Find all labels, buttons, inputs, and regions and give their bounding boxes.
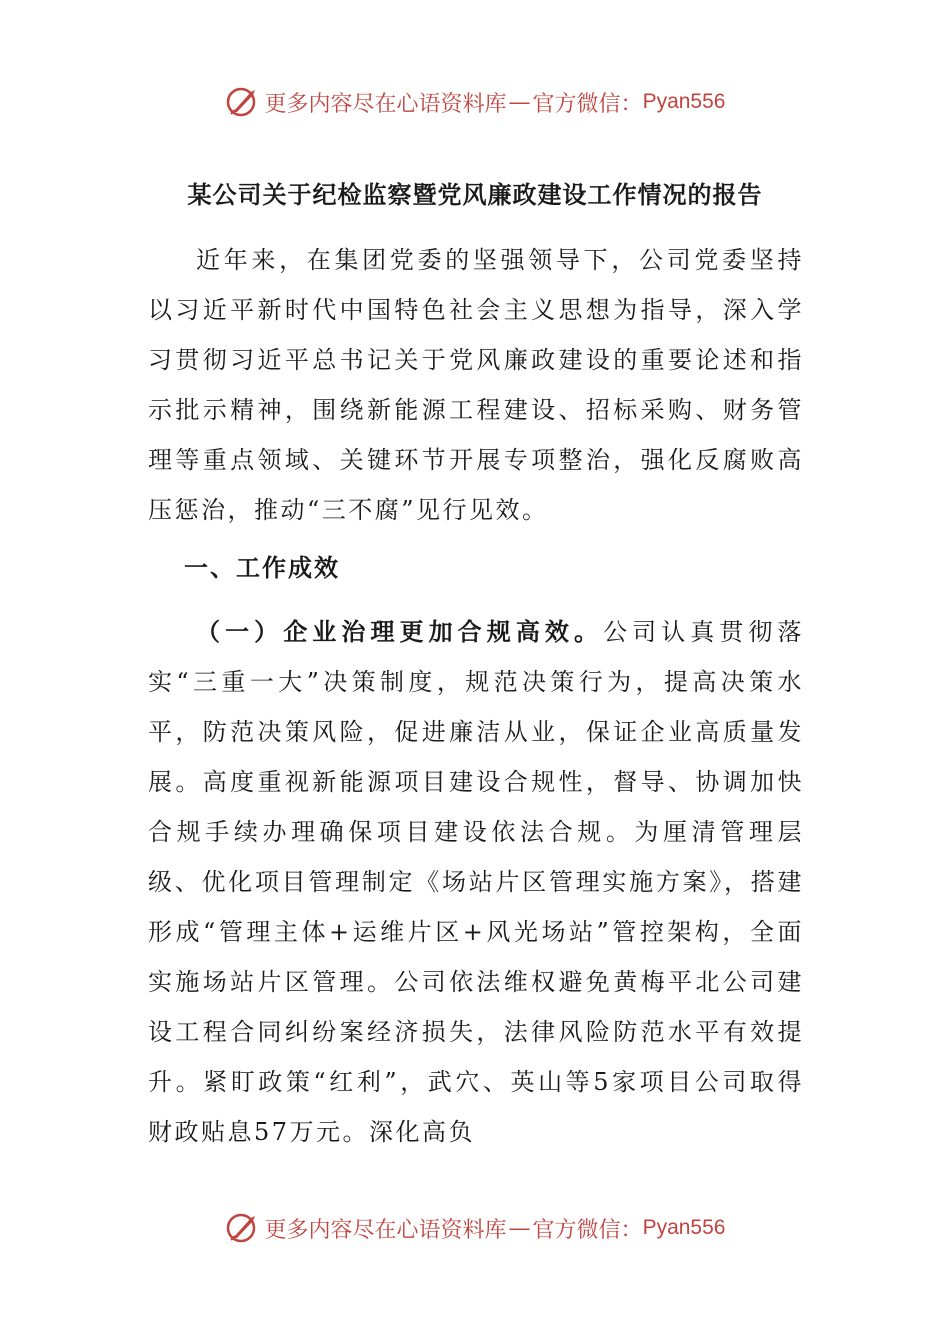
banner-wechat-label: 官方微信：	[532, 91, 643, 117]
banner-text: 更多内容尽在心语资料库	[264, 1217, 507, 1243]
watermark-banner-bottom	[0, 1208, 950, 1248]
quill-pen-logo-icon	[225, 1210, 261, 1246]
banner-wechat-id: Pyan556	[642, 90, 726, 113]
subsection-paragraph	[148, 607, 804, 1157]
subsection-lead: （一）企业治理更加合规高效。	[196, 617, 604, 646]
subsection-body: 公司认真贯彻落实“三重一大”决策制度，规范决策行为，提高决策水平，防范决策风险，促进廉洁从业，保证企业高质量发展。高度重视新能源项目建设合规性，督导、协调加快合规手续办理确保项目建设依法合规。为厘清管理层级、优化项目管理制定《场站片区管理实施方案》，搭建形成“管理主体+运维片区+风光场站”管控架构，全面实施场站片区管理。公司依法维权避免黄梅平北公司建设工程合同纠纷案经济损失，法律风险防范水平有效提升。紧盯政策“红利”，武穴、英山等5家项目公司取得财政贴息57万元。深化高负	[148, 618, 805, 1146]
banner-separator: —	[508, 89, 531, 115]
watermark-banner-top	[0, 82, 950, 122]
banner-separator: —	[508, 1215, 531, 1241]
intro-block	[148, 235, 804, 535]
banner-wechat-id: Pyan556	[642, 1216, 726, 1239]
banner-wechat-label: 官方微信：	[532, 1217, 643, 1243]
subsection-block	[148, 607, 804, 1157]
document-title: 某公司关于纪检监察暨党风廉政建设工作情况的报告	[187, 180, 763, 209]
quill-pen-logo-icon	[225, 84, 261, 120]
banner-text: 更多内容尽在心语资料库	[264, 91, 507, 117]
section-heading: 一、工作成效	[184, 553, 340, 582]
intro-paragraph: 近年来，在集团党委的坚强领导下，公司党委坚持以习近平新时代中国特色社会主义思想为指导，深入学习贯彻习近平总书记关于党风廉政建设的重要论述和指示批示精神，围绕新能源工程建设、招标采购、财务管理等重点领域、关键环节开展专项整治，强化反腐败高压惩治，推动“三不腐”见行见效。	[148, 246, 804, 524]
